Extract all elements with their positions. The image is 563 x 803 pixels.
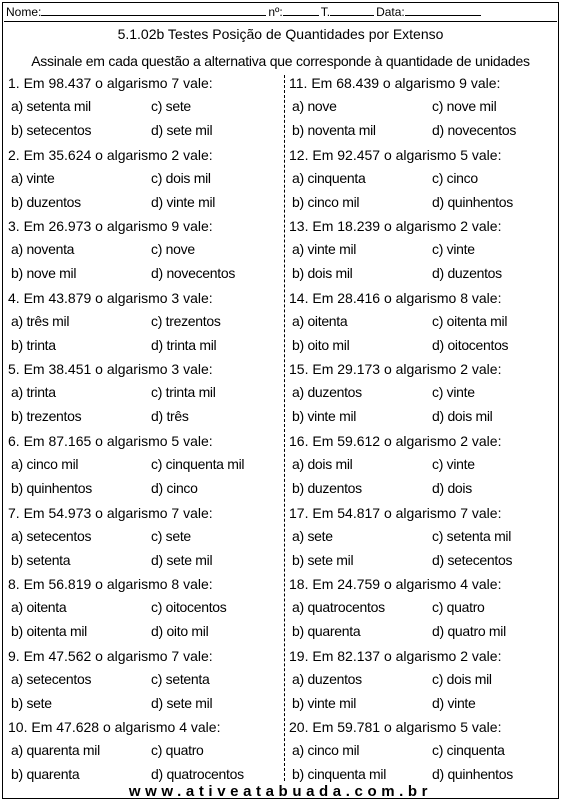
option-d[interactable]: d) vinte mil (151, 193, 216, 210)
class-label: T. (320, 5, 331, 19)
option-b[interactable]: b) oito mil (292, 336, 350, 353)
question-text: 9. Em 47.562 o algarismo 7 vale: (8, 647, 213, 664)
option-d[interactable]: d) quatro mil (432, 623, 506, 640)
page-title: 5.1.02b Testes Posição de Quantidades por Extenso (117, 26, 444, 42)
question-text: 7. Em 54.973 o algarismo 7 vale: (8, 504, 213, 521)
option-d[interactable]: d) oitocentos (432, 336, 509, 353)
option-b[interactable]: b) cinquenta mil (292, 766, 387, 783)
option-b[interactable]: b) duzentos (11, 193, 81, 210)
question-text: 1. Em 98.437 o algarismo 7 vale: (8, 75, 213, 91)
question-3 (6, 215, 282, 287)
option-a[interactable]: a) dois mil (292, 455, 353, 472)
option-c[interactable]: c) cinquenta mil (151, 455, 245, 472)
option-d[interactable]: d) vinte (432, 694, 476, 711)
option-d[interactable]: d) setecentos (432, 551, 513, 568)
option-a[interactable]: a) quarenta mil (11, 742, 100, 759)
option-b[interactable]: b) setenta (11, 551, 71, 568)
question-2 (6, 144, 282, 216)
option-a[interactable]: a) oitenta (292, 312, 348, 329)
question-1 (6, 72, 282, 144)
option-b[interactable]: b) oitenta mil (11, 623, 87, 640)
question-text: 2. Em 35.624 o algarismo 2 vale: (8, 146, 213, 163)
option-d[interactable]: d) cinco (151, 479, 198, 496)
number-label: nº: (268, 5, 283, 19)
class-field-line (330, 4, 374, 16)
instructions: Assinale em cada questão a alternativa que corresponde à quantidade de unidades (31, 53, 530, 69)
question-11 (287, 72, 557, 144)
question-13 (287, 215, 557, 287)
name-field-line (41, 4, 266, 16)
question-19 (287, 645, 557, 717)
option-b[interactable]: b) sete (11, 694, 52, 711)
question-12 (287, 144, 557, 216)
option-b[interactable]: b) noventa mil (292, 122, 376, 138)
question-text: 16. Em 59.612 o algarismo 2 vale: (289, 432, 502, 449)
option-c[interactable]: c) sete (151, 527, 191, 544)
date-field-line (405, 4, 481, 16)
question-text: 14. Em 28.416 o algarismo 8 vale: (289, 289, 502, 306)
name-label: Nome: (6, 5, 42, 19)
question-5 (6, 358, 282, 430)
option-c[interactable]: c) cinquenta (432, 742, 505, 759)
option-a[interactable]: a) cinquenta (292, 169, 366, 186)
question-16 (287, 430, 557, 502)
question-18 (287, 573, 557, 645)
option-b[interactable]: b) trezentos (11, 408, 82, 425)
option-d[interactable]: d) sete mil (151, 122, 213, 138)
option-c[interactable]: c) dois mil (432, 670, 492, 687)
option-c[interactable]: c) nove mil (432, 98, 497, 114)
option-b[interactable]: b) cinco mil (292, 193, 360, 210)
option-a[interactable]: a) setecentos (11, 527, 92, 544)
date-label: Data: (376, 5, 405, 19)
option-b[interactable]: b) duzentos (292, 479, 362, 496)
option-b[interactable]: b) dois mil (292, 265, 353, 282)
option-b[interactable]: b) quarenta (292, 623, 361, 640)
column-divider (284, 75, 285, 781)
option-c[interactable]: c) oitenta mil (432, 312, 508, 329)
question-text: 12. Em 92.457 o algarismo 5 vale: (289, 146, 502, 163)
option-c[interactable]: c) quatro (432, 599, 485, 616)
option-d[interactable]: d) oito mil (151, 623, 209, 640)
option-d[interactable]: d) quinhentos (432, 193, 513, 210)
option-d[interactable]: d) dois mil (432, 408, 493, 425)
question-text: 5. Em 38.451 o algarismo 3 vale: (8, 361, 213, 378)
option-b[interactable]: b) nove mil (11, 265, 77, 282)
option-c[interactable]: c) quatro (151, 742, 204, 759)
option-a[interactable]: a) cinco mil (11, 455, 79, 472)
option-d[interactable]: d) novecentos (151, 265, 236, 282)
option-d[interactable]: d) trinta mil (151, 336, 217, 353)
option-c[interactable]: c) trinta mil (151, 384, 216, 401)
option-a[interactable]: a) nove (292, 98, 337, 114)
question-text: 8. Em 56.819 o algarismo 8 vale: (8, 576, 213, 593)
option-a[interactable]: a) vinte mil (292, 241, 357, 258)
question-text: 20. Em 59.781 o algarismo 5 vale: (289, 719, 502, 736)
option-a[interactable]: a) três mil (11, 312, 70, 329)
option-d[interactable]: d) sete mil (151, 551, 213, 568)
question-text: 6. Em 87.165 o algarismo 5 vale: (8, 432, 213, 449)
question-4 (6, 287, 282, 359)
question-7 (6, 502, 282, 574)
option-c[interactable]: c) trezentos (151, 312, 221, 329)
option-c[interactable]: c) dois mil (151, 169, 211, 186)
question-10 (6, 716, 282, 788)
option-d[interactable]: d) dois (432, 479, 472, 496)
option-d[interactable]: d) quatrocentos (151, 766, 244, 783)
option-a[interactable]: a) duzentos (292, 384, 362, 401)
option-c[interactable]: c) oitocentos (151, 599, 227, 616)
question-17 (287, 502, 557, 574)
question-text: 15. Em 29.173 o algarismo 2 vale: (289, 361, 502, 378)
question-8 (6, 573, 282, 645)
option-a[interactable]: a) trinta (11, 384, 56, 401)
option-a[interactable]: a) duzentos (292, 670, 362, 687)
option-d[interactable]: d) três (151, 408, 189, 425)
question-text: 19. Em 82.137 o algarismo 2 vale: (289, 647, 502, 664)
question-text: 3. Em 26.973 o algarismo 9 vale: (8, 218, 213, 235)
question-text: 10. Em 47.628 o algarismo 4 vale: (8, 719, 221, 736)
option-b[interactable]: b) vinte mil (292, 694, 357, 711)
student-info-header (4, 4, 557, 22)
question-14 (287, 287, 557, 359)
option-b[interactable]: b) setecentos (11, 122, 92, 138)
option-a[interactable]: a) setecentos (11, 670, 92, 687)
questions-column-right (287, 72, 557, 783)
option-a[interactable]: a) sete (292, 527, 333, 544)
option-a[interactable]: a) oitenta (11, 599, 67, 616)
option-c[interactable]: c) vinte (432, 384, 475, 401)
option-a[interactable]: a) noventa (11, 241, 75, 258)
worksheet (2, 2, 559, 799)
question-20 (287, 716, 557, 788)
question-text: 4. Em 43.879 o algarismo 3 vale: (8, 289, 213, 306)
number-field-line (283, 4, 319, 16)
option-c[interactable]: c) setenta (151, 670, 210, 687)
option-b[interactable]: b) quarenta (11, 766, 80, 783)
question-text: 11. Em 68.439 o algarismo 9 vale: (289, 75, 501, 91)
option-c[interactable]: c) nove (151, 241, 195, 258)
option-a[interactable]: a) vinte (11, 169, 55, 186)
option-a[interactable]: a) setenta mil (11, 98, 91, 114)
option-c[interactable]: c) cinco (432, 169, 478, 186)
option-b[interactable]: b) sete mil (292, 551, 354, 568)
option-c[interactable]: c) setenta mil (432, 527, 512, 544)
option-b[interactable]: b) vinte mil (292, 408, 357, 425)
option-c[interactable]: c) vinte (432, 455, 475, 472)
option-c[interactable]: c) sete (151, 98, 191, 114)
option-d[interactable]: d) sete mil (151, 694, 213, 711)
option-a[interactable]: a) cinco mil (292, 742, 360, 759)
option-b[interactable]: b) trinta (11, 336, 56, 353)
questions-column-left (6, 72, 282, 783)
option-d[interactable]: d) novecentos (432, 122, 517, 138)
question-6 (6, 430, 282, 502)
option-b[interactable]: b) quinhentos (11, 479, 92, 496)
question-text: 13. Em 18.239 o algarismo 2 vale: (289, 218, 502, 235)
option-a[interactable]: a) quatrocentos (292, 599, 385, 616)
option-c[interactable]: c) vinte (432, 241, 475, 258)
website-footer: www.ativeatabuada.com.br (128, 783, 433, 800)
option-d[interactable]: d) quinhentos (432, 766, 513, 783)
option-d[interactable]: d) duzentos (432, 265, 502, 282)
question-text: 17. Em 54.817 o algarismo 7 vale: (289, 504, 502, 521)
question-9 (6, 645, 282, 717)
question-text: 18. Em 24.759 o algarismo 4 vale: (289, 576, 502, 593)
question-15 (287, 358, 557, 430)
